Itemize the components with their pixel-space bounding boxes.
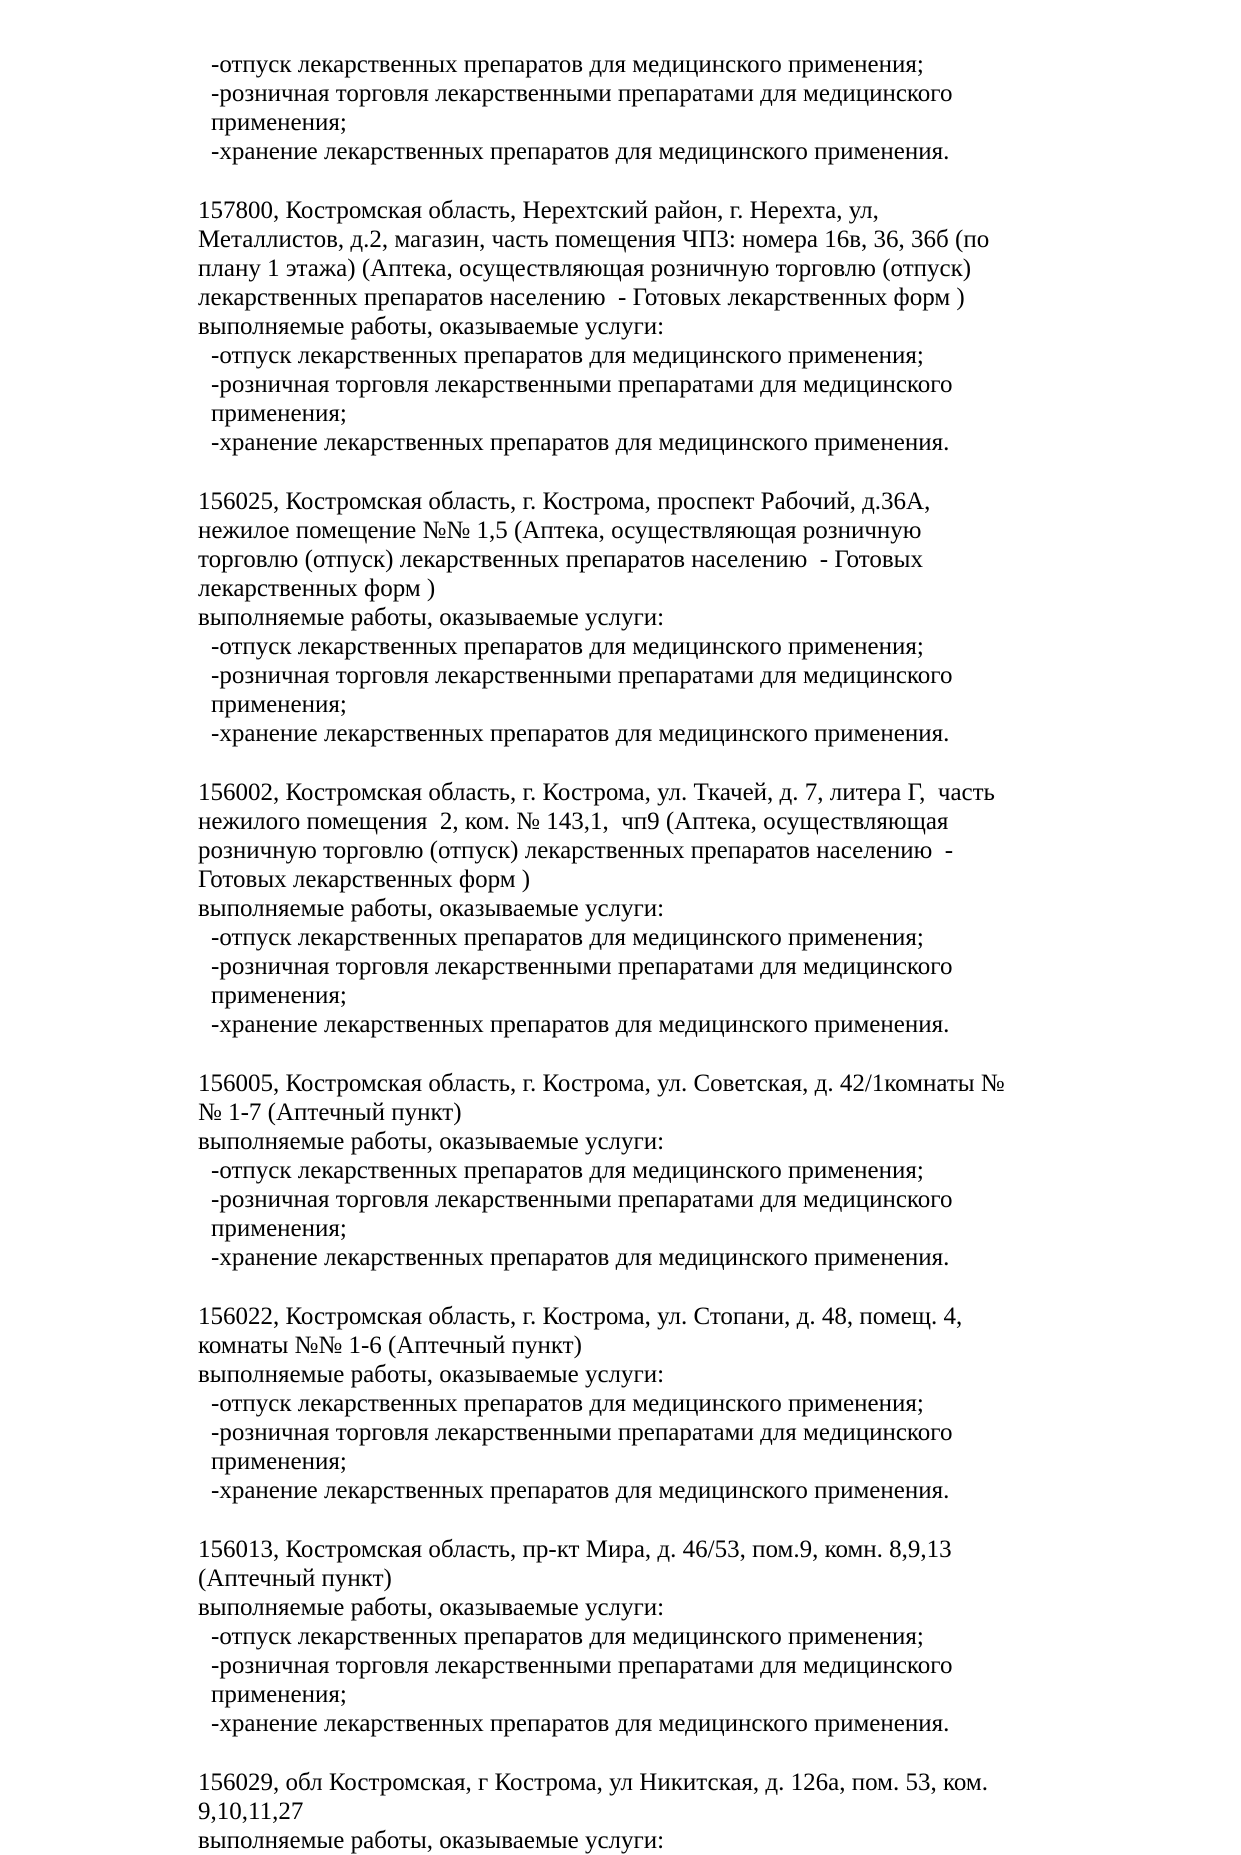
works-label: выполняемые работы, оказываемые услуги: — [198, 895, 665, 922]
service-line: -розничная торговля лекарственными препаратами для медицинского применения; — [211, 1186, 959, 1242]
license-entry-156005 — [198, 1069, 1016, 1272]
service-line: -хранение лекарственных препаратов для медицинского применения. — [211, 429, 950, 456]
service-line: -хранение лекарственных препаратов для медицинского применения. — [211, 1710, 950, 1737]
service-line: -хранение лекарственных препаратов для медицинского применения. — [211, 1011, 950, 1038]
intro-service-list — [198, 50, 1016, 166]
entry-address: 156005, Костромская область, г. Кострома, ул. Советская, д. 42/1комнаты №№ 1-7 (Аптечный пункт) — [198, 1070, 1005, 1126]
service-line: -отпуск лекарственных препаратов для медицинского применения; — [211, 1390, 924, 1417]
service-line: -хранение лекарственных препаратов для медицинского применения. — [211, 138, 950, 165]
service-line: -розничная торговля лекарственными препаратами для медицинского применения; — [211, 1652, 959, 1708]
works-label: выполняемые работы, оказываемые услуги: — [198, 1361, 665, 1388]
entry-address: 156022, Костромская область, г. Кострома, ул. Стопани, д. 48, помещ. 4, комнаты №№ 1-6 (Аптечный пункт) — [198, 1303, 969, 1359]
works-label: выполняемые работы, оказываемые услуги: — [198, 1594, 665, 1621]
block-spacer — [198, 457, 1016, 487]
block-spacer — [198, 1272, 1016, 1302]
license-entry-156013 — [198, 1535, 1016, 1738]
entry-address: 156025, Костромская область, г. Кострома, проспект Рабочий, д.36А, нежилое помещение №№ 1,5 (Аптека, осуществляющая розничную торговлю (отпуск) лекарственных препаратов населению - Готовых лекарственных форм ) — [198, 488, 937, 602]
service-line: -хранение лекарственных препаратов для медицинского применения. — [211, 1477, 950, 1504]
service-line: -отпуск лекарственных препаратов для медицинского применения; — [211, 342, 924, 369]
service-line: -отпуск лекарственных препаратов для медицинского применения; — [211, 924, 924, 951]
service-line: -хранение лекарственных препаратов для медицинского применения. — [211, 720, 950, 747]
block-spacer — [198, 1738, 1016, 1768]
entry-address: 156002, Костромская область, г. Кострома, ул. Ткачей, д. 7, литера Г, часть нежилого помещения 2, ком. № 143,1, чп9 (Аптека, осуществляющая розничную торговлю (отпуск) лекарственных препаратов населению - Готовых лекарственных форм ) — [198, 779, 1002, 893]
service-line: -розничная торговля лекарственными препаратами для медицинского применения; — [211, 80, 959, 136]
service-line: -розничная торговля лекарственными препаратами для медицинского применения; — [211, 1419, 959, 1475]
service-line: -отпуск лекарственных препаратов для медицинского применения; — [211, 1623, 924, 1650]
works-label: выполняемые работы, оказываемые услуги: — [198, 604, 665, 631]
block-spacer — [198, 748, 1016, 778]
license-entry-156025 — [198, 487, 1016, 748]
service-line: -хранение лекарственных препаратов для медицинского применения. — [211, 1244, 950, 1271]
entry-address: 156029, обл Костромская, г Кострома, ул Никитская, д. 126а, пом. 53, ком. 9,10,11,27 — [198, 1769, 995, 1825]
service-line: -отпуск лекарственных препаратов для медицинского применения; — [211, 633, 924, 660]
block-spacer — [198, 166, 1016, 196]
service-line: -отпуск лекарственных препаратов для медицинского применения; — [211, 51, 924, 78]
license-entry-156029 — [198, 1768, 1016, 1855]
service-line: -отпуск лекарственных препаратов для медицинского применения; — [211, 1157, 924, 1184]
license-entry-156022 — [198, 1302, 1016, 1505]
service-line: -розничная торговля лекарственными препаратами для медицинского применения; — [211, 953, 959, 1009]
entry-address: 157800, Костромская область, Нерехтский район, г. Нерехта, ул, Металлистов, д.2, магазин, часть помещения ЧП3: номера 16в, 36, 36б (по плану 1 этажа) (Аптека, осуществляющая розничную торговлю (отпуск) лекарственных препаратов населению - Готовых лекарственных форм ) — [198, 197, 996, 311]
license-entry-157800 — [198, 196, 1016, 457]
license-entry-156002 — [198, 778, 1016, 1039]
block-spacer — [198, 1039, 1016, 1069]
service-line: -розничная торговля лекарственными препаратами для медицинского применения; — [211, 662, 959, 718]
service-line: -розничная торговля лекарственными препаратами для медицинского применения; — [211, 371, 959, 427]
block-spacer — [198, 1505, 1016, 1535]
works-label: выполняемые работы, оказываемые услуги: — [198, 313, 665, 340]
works-label: выполняемые работы, оказываемые услуги: — [198, 1827, 665, 1854]
works-label: выполняемые работы, оказываемые услуги: — [198, 1128, 665, 1155]
entry-address: 156013, Костромская область, пр-кт Мира, д. 46/53, пом.9, комн. 8,9,13 (Аптечный пункт) — [198, 1536, 958, 1592]
